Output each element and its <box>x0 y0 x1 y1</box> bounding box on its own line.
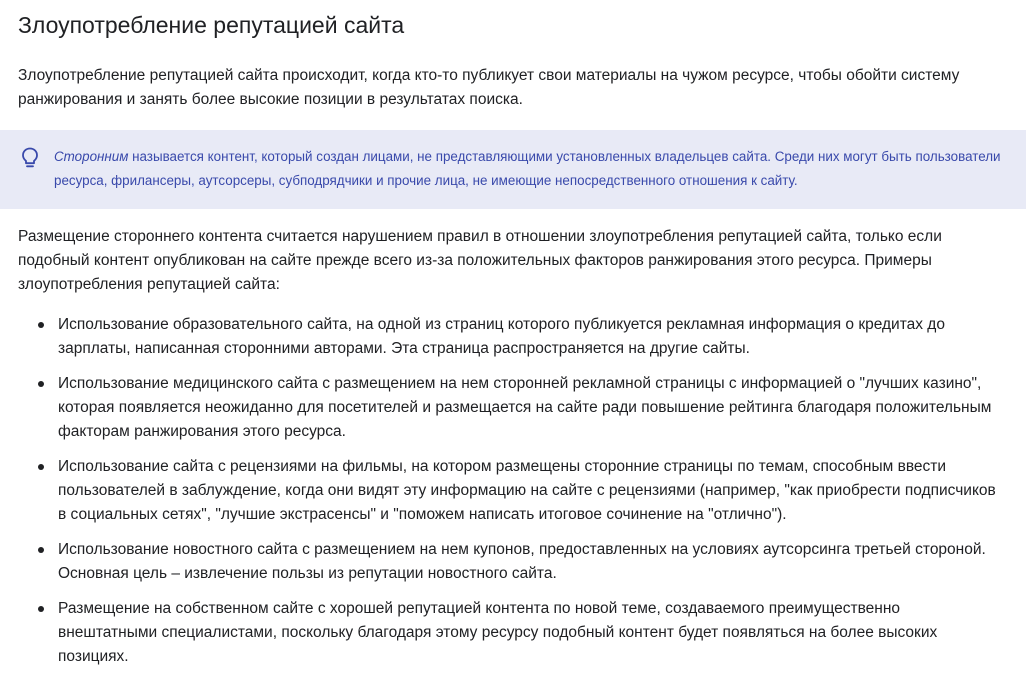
list-item-text: Использование сайта с рецензиями на фильмы, на котором размещены сторонние страницы по темам, способным ввести пользователей в заблуждение, когда они видят эту информацию на сайте с рецензиями (например, "как приобрести подписчиков в социальных сетях", "лучшие экстрасенсы" и "поможем написать итоговое сочинение на "отлично"). <box>58 458 996 523</box>
note-callout <box>0 130 1026 209</box>
bullet-icon <box>38 322 44 328</box>
list-item <box>0 313 998 361</box>
note-definition: называется контент, который создан лицами, не представляющими установленных владельцев сайта. Среди них могут быть пользователи ресурса, фрилансеры, аутсорсеры, субподрядчики и прочие лица, не имеющие непосредственного отношения к сайту. <box>54 149 1001 188</box>
bullet-icon <box>38 606 44 612</box>
bullet-icon <box>38 464 44 470</box>
list-item-text: Использование новостного сайта с размещением на нем купонов, предоставленных на условиях аутсорсинга третьей стороной. Основная цель – извлечение пользы из репутации новостного сайта. <box>58 541 986 582</box>
list-item-text: Использование образовательного сайта, на одной из страниц которого публикуется рекламная информация о кредитах до зарплаты, написанная сторонними авторами. Эта страница распространяется на другие сайты. <box>58 316 945 357</box>
body-paragraph: Размещение стороннего контента считается нарушением правил в отношении злоупотребления репутацией сайта, только если подобный контент опубликован на сайте прежде всего из-за положительных факторов ранжирования этого ресурса. Примеры злоупотребления репутацией сайта: <box>18 228 942 293</box>
section-title: Злоупотребление репутацией сайта <box>18 12 405 38</box>
examples-list <box>0 313 1026 680</box>
list-item <box>0 455 998 527</box>
note-text <box>54 145 1014 193</box>
list-item <box>0 372 998 444</box>
lightbulb-icon <box>20 147 40 169</box>
list-item <box>0 538 998 586</box>
bullet-icon <box>38 381 44 387</box>
list-item-text: Использование медицинского сайта с размещением на нем сторонней рекламной страницы с информацией о "лучших казино", которая появляется неожиданно для посетителей и размещается на сайте ради повышение рейтинга благодаря положительным факторам ранжирования этого ресурса. <box>58 375 992 440</box>
list-item <box>0 597 998 669</box>
bullet-icon <box>38 547 44 553</box>
note-term: Сторонним <box>54 149 129 164</box>
list-item-text: Размещение на собственном сайте с хорошей репутацией контента по новой теме, создаваемого преимущественно внештатными специалистами, поскольку благодаря этому ресурсу подобный контент будет появляться на более высоких позициях. <box>58 600 938 665</box>
intro-paragraph: Злоупотребление репутацией сайта происходит, когда кто-то публикует свои материалы на чужом ресурсе, чтобы обойти систему ранжирования и занять более высокие позиции в результатах поиска. <box>18 67 960 108</box>
